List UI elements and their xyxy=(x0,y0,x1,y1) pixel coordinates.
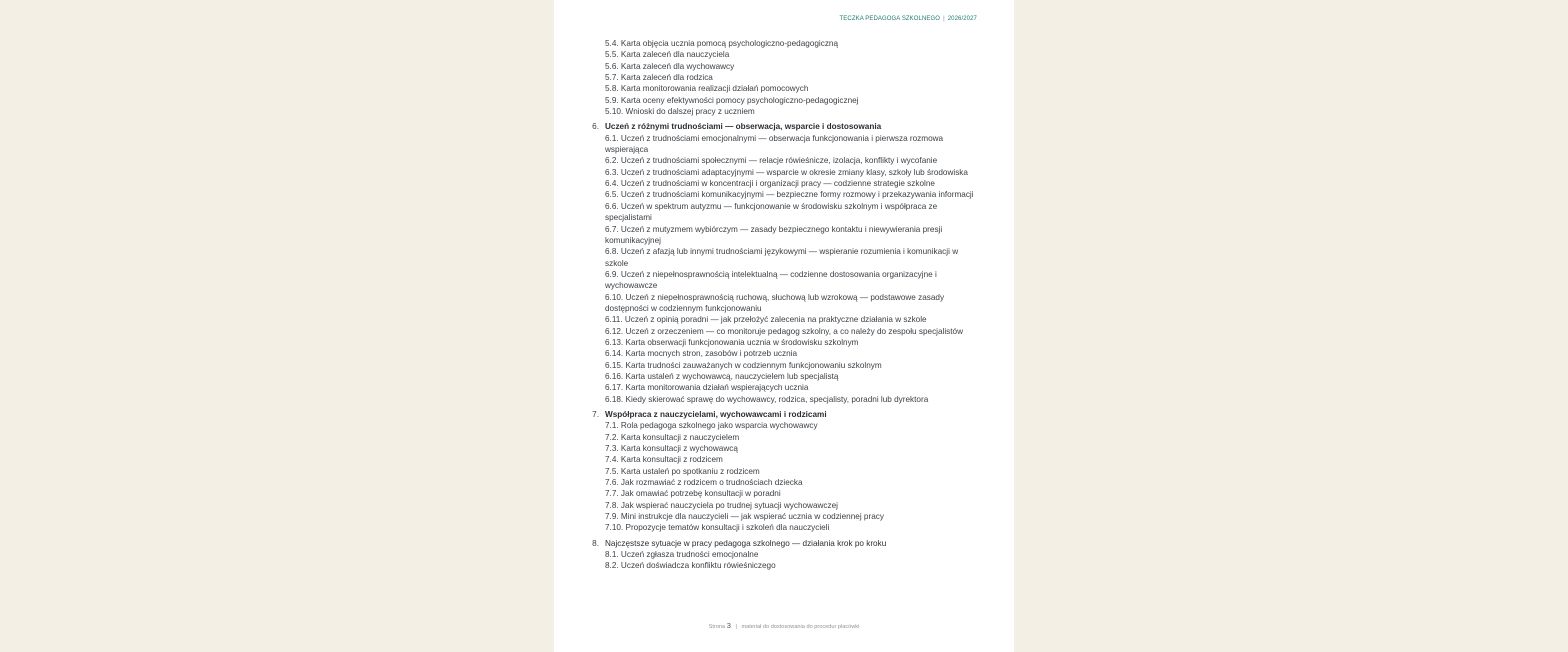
header-title: TECZKA PEDAGOGA SZKOLNEGO xyxy=(839,16,941,22)
toc-entry: 6.15. Karta trudności zauważanych w codziennym funkcjonowaniu szkolnym xyxy=(605,360,882,370)
toc-entry: 6.8. Uczeń z afazją lub innymi trudnościami językowymi — wspieranie rozumienia i komunikacji w szkole xyxy=(605,247,959,268)
toc-entry: 6.3. Uczeń z trudnościami adaptacyjnymi — wsparcie w okresie zmiany klasy, szkoły lub środowiska xyxy=(605,167,968,177)
toc-entry: 8.2. Uczeń doświadcza konfliktu rówieśniczego xyxy=(605,561,776,571)
footer-note: materiał do dostosowania do procedur placówki xyxy=(741,624,860,630)
toc-entry: 7.4. Karta konsultacji z rodzicem xyxy=(605,455,723,465)
toc-section-number: 7. xyxy=(592,410,599,419)
toc-entry: 5.5. Karta zaleceń dla nauczyciela xyxy=(605,50,730,60)
toc-entry: 6.12. Uczeń z orzeczeniem — co monitoruje pedagog szkolny, a co należy do zespołu specjalistów xyxy=(605,326,964,336)
toc-entry: 7.5. Karta ustaleń po spotkaniu z rodzicem xyxy=(605,466,760,476)
toc-entry: 6.9. Uczeń z niepełnosprawnością intelektualną — codzienne dostosowania organizacyjne i wychowawcze xyxy=(605,269,937,291)
toc-entry: 6.18. Kiedy skierować sprawę do wychowawcy, rodzica, specjalisty, poradni lub dyrektora xyxy=(605,394,929,404)
toc-section-title: Współpraca z nauczycielami, wychowawcami i rodzicami xyxy=(605,410,827,419)
toc-entry: 7.1. Rola pedagoga szkolnego jako wsparcia wychowawcy xyxy=(605,421,818,431)
footer-page-number: 3 xyxy=(726,621,731,630)
toc-entry: 7.8. Jak wspierać nauczyciela po trudnej sytuacji wychowawczej xyxy=(605,500,838,510)
page-footer xyxy=(554,621,1014,630)
toc-entry: 6.14. Karta mocnych stron, zasobów i potrzeb ucznia xyxy=(605,349,798,359)
toc-entry: 6.17. Karta monitorowania działań wspierających ucznia xyxy=(605,383,809,393)
toc-entry: 5.10. Wnioski do dalszej pracy z uczniem xyxy=(605,107,755,117)
toc-section-number: 8. xyxy=(592,538,599,548)
toc-section xyxy=(590,409,980,534)
toc-entry: 6.16. Karta ustaleń z wychowawcą, nauczycielem lub specjalistą xyxy=(605,371,839,381)
toc-entry: 7.10. Propozycje tematów konsultacji i szkoleń dla nauczycieli xyxy=(605,523,830,533)
toc-entry: 5.4. Karta objęcia ucznia pomocą psychologiczno-pedagogiczną xyxy=(605,39,839,48)
toc-entry: 7.7. Jak omawiać potrzebę konsultacji w poradni xyxy=(605,489,781,499)
footer-page-label: Strona xyxy=(708,624,726,630)
toc-entry: 6.6. Uczeń w spektrum autyzmu — funkcjonowanie w środowisku szkolnym i współpraca ze specjalistami xyxy=(605,201,938,223)
toc-entry: 6.5. Uczeń z trudnościami komunikacyjnymi — bezpieczne formy rozmowy i przekazywania informacji xyxy=(605,190,974,200)
toc-entry: 7.9. Mini instrukcje dla nauczycieli — jak wspierać ucznia w codziennej pracy xyxy=(605,512,884,522)
header-separator: | xyxy=(943,16,945,22)
toc-entry: 6.10. Uczeń z niepełnosprawnością ruchową, słuchową lub wzrokową — podstawowe zasady dostępności w codziennym funkcjonowaniu xyxy=(605,292,945,313)
toc-entry: 6.4. Uczeń z trudnościami w koncentracji i organizacji pracy — codzienne strategie szkolne xyxy=(605,179,935,189)
toc-entry: 7.6. Jak rozmawiać z rodzicem o trudnościach dziecka xyxy=(605,478,803,488)
toc-entry: 7.2. Karta konsultacji z nauczycielem xyxy=(605,432,740,442)
toc-entry: 6.2. Uczeń z trudnościami społecznymi — relacje rówieśnicze, izolacja, konflikty i wycofanie xyxy=(605,156,938,166)
header-year: 2026/2027 xyxy=(947,16,977,22)
toc-section-title: Uczeń z różnymi trudnościami — obserwacja, wsparcie i dostosowania xyxy=(605,122,882,132)
toc-entry: 5.9. Karta oceny efektywności pomocy psychologiczno-pedagogicznej xyxy=(605,95,859,105)
table-of-contents xyxy=(590,38,980,572)
running-header xyxy=(840,16,977,22)
toc-section xyxy=(590,121,980,405)
toc-entry: 6.1. Uczeń z trudnościami emocjonalnymi — obserwacja funkcjonowania i pierwsza rozmowa wspierająca xyxy=(605,133,944,155)
toc-entry: 6.11. Uczeń z opinią poradni — jak przełożyć zalecenia na praktyczne działania w szkole xyxy=(605,315,927,325)
toc-section-title: Najczęstsze sytuacje w pracy pedagoga szkolnego — działania krok po kroku xyxy=(605,538,887,548)
toc-entry: 5.7. Karta zaleceń dla rodzica xyxy=(605,73,713,83)
toc-entry: 5.6. Karta zaleceń dla wychowawcy xyxy=(605,61,735,71)
toc-entry: 8.1. Uczeń zgłasza trudności emocjonalne xyxy=(605,550,759,560)
toc-entry: 6.7. Uczeń z mutyzmem wybiórczym — zasady bezpiecznego kontaktu i niewywierania presji komunikacyjnej xyxy=(605,224,943,245)
document-page xyxy=(554,0,1014,652)
toc-entry: 7.3. Karta konsultacji z wychowawcą xyxy=(605,444,738,454)
toc-section-number: 6. xyxy=(592,122,599,132)
toc-entry: 6.13. Karta obserwacji funkcjonowania ucznia w środowisku szkolnym xyxy=(605,337,859,347)
toc-section xyxy=(590,538,980,572)
toc-entry: 5.8. Karta monitorowania realizacji działań pomocowych xyxy=(605,84,809,94)
footer-separator: | xyxy=(735,624,737,630)
